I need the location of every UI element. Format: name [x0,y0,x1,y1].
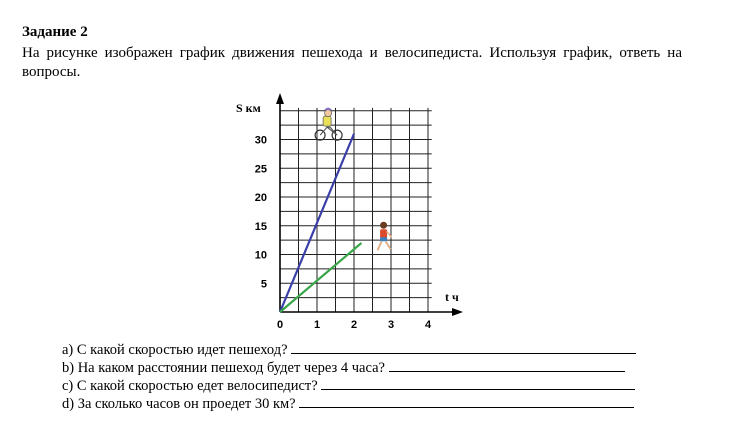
walker-leg-front [386,241,391,249]
walker-leg-back [378,241,382,250]
rider-head [325,110,332,117]
x-axis-label: t ч [445,290,459,304]
y-tick-label: 20 [254,192,267,204]
rider-body [323,116,331,126]
y-tick-label: 10 [254,249,267,262]
chart-axes [236,93,463,316]
question-b [62,359,625,377]
answer-line-d[interactable] [299,395,634,408]
chart-icons [315,108,392,251]
y-tick-label: 30 [254,134,267,147]
x-axis-arrow [452,308,463,316]
question-d [62,395,634,413]
x-tick-label: 2 [350,319,358,331]
y-axis-label: S км [236,101,261,115]
walker-shirt [380,229,387,238]
question-a-text: а) С какой скоростью идет пешеход? [62,342,288,358]
answer-line-b[interactable] [389,359,625,372]
chart-lines [280,134,361,312]
question-a [62,341,636,359]
answer-line-c[interactable] [321,377,635,390]
chart-grid [280,108,432,312]
rider-helmet [324,108,332,111]
question-b-text: b) На каком расстоянии пешеход будет через 4 часа? [62,360,385,376]
pedestrian-line [280,243,361,312]
y-tick-label: 15 [254,220,267,233]
answer-line-a[interactable] [291,341,636,354]
x-tick-label: 3 [387,319,395,331]
walker-head [380,222,387,229]
walker-shorts [380,237,387,241]
x-tick-label: 1 [313,319,321,331]
y-tick-label: 5 [260,278,267,291]
y-axis-arrow [276,93,284,104]
task-text: На рисунке изображен график движения пешехода и велосипедиста. Используя график, ответь на вопросы. [22,45,682,80]
question-d-text: d) За сколько часов он проедет 30 км? [62,396,296,412]
question-c-text: c) С какой скоростью едет велосипедист? [62,378,318,394]
x-tick-label: 4 [424,319,432,331]
cyclist-icon [315,108,342,141]
x-tick-label: 0 [276,319,284,331]
chart-ticks [255,135,432,332]
y-tick-label: 25 [254,163,267,176]
task-title: Задание 2 [22,24,88,40]
question-c [62,377,635,395]
